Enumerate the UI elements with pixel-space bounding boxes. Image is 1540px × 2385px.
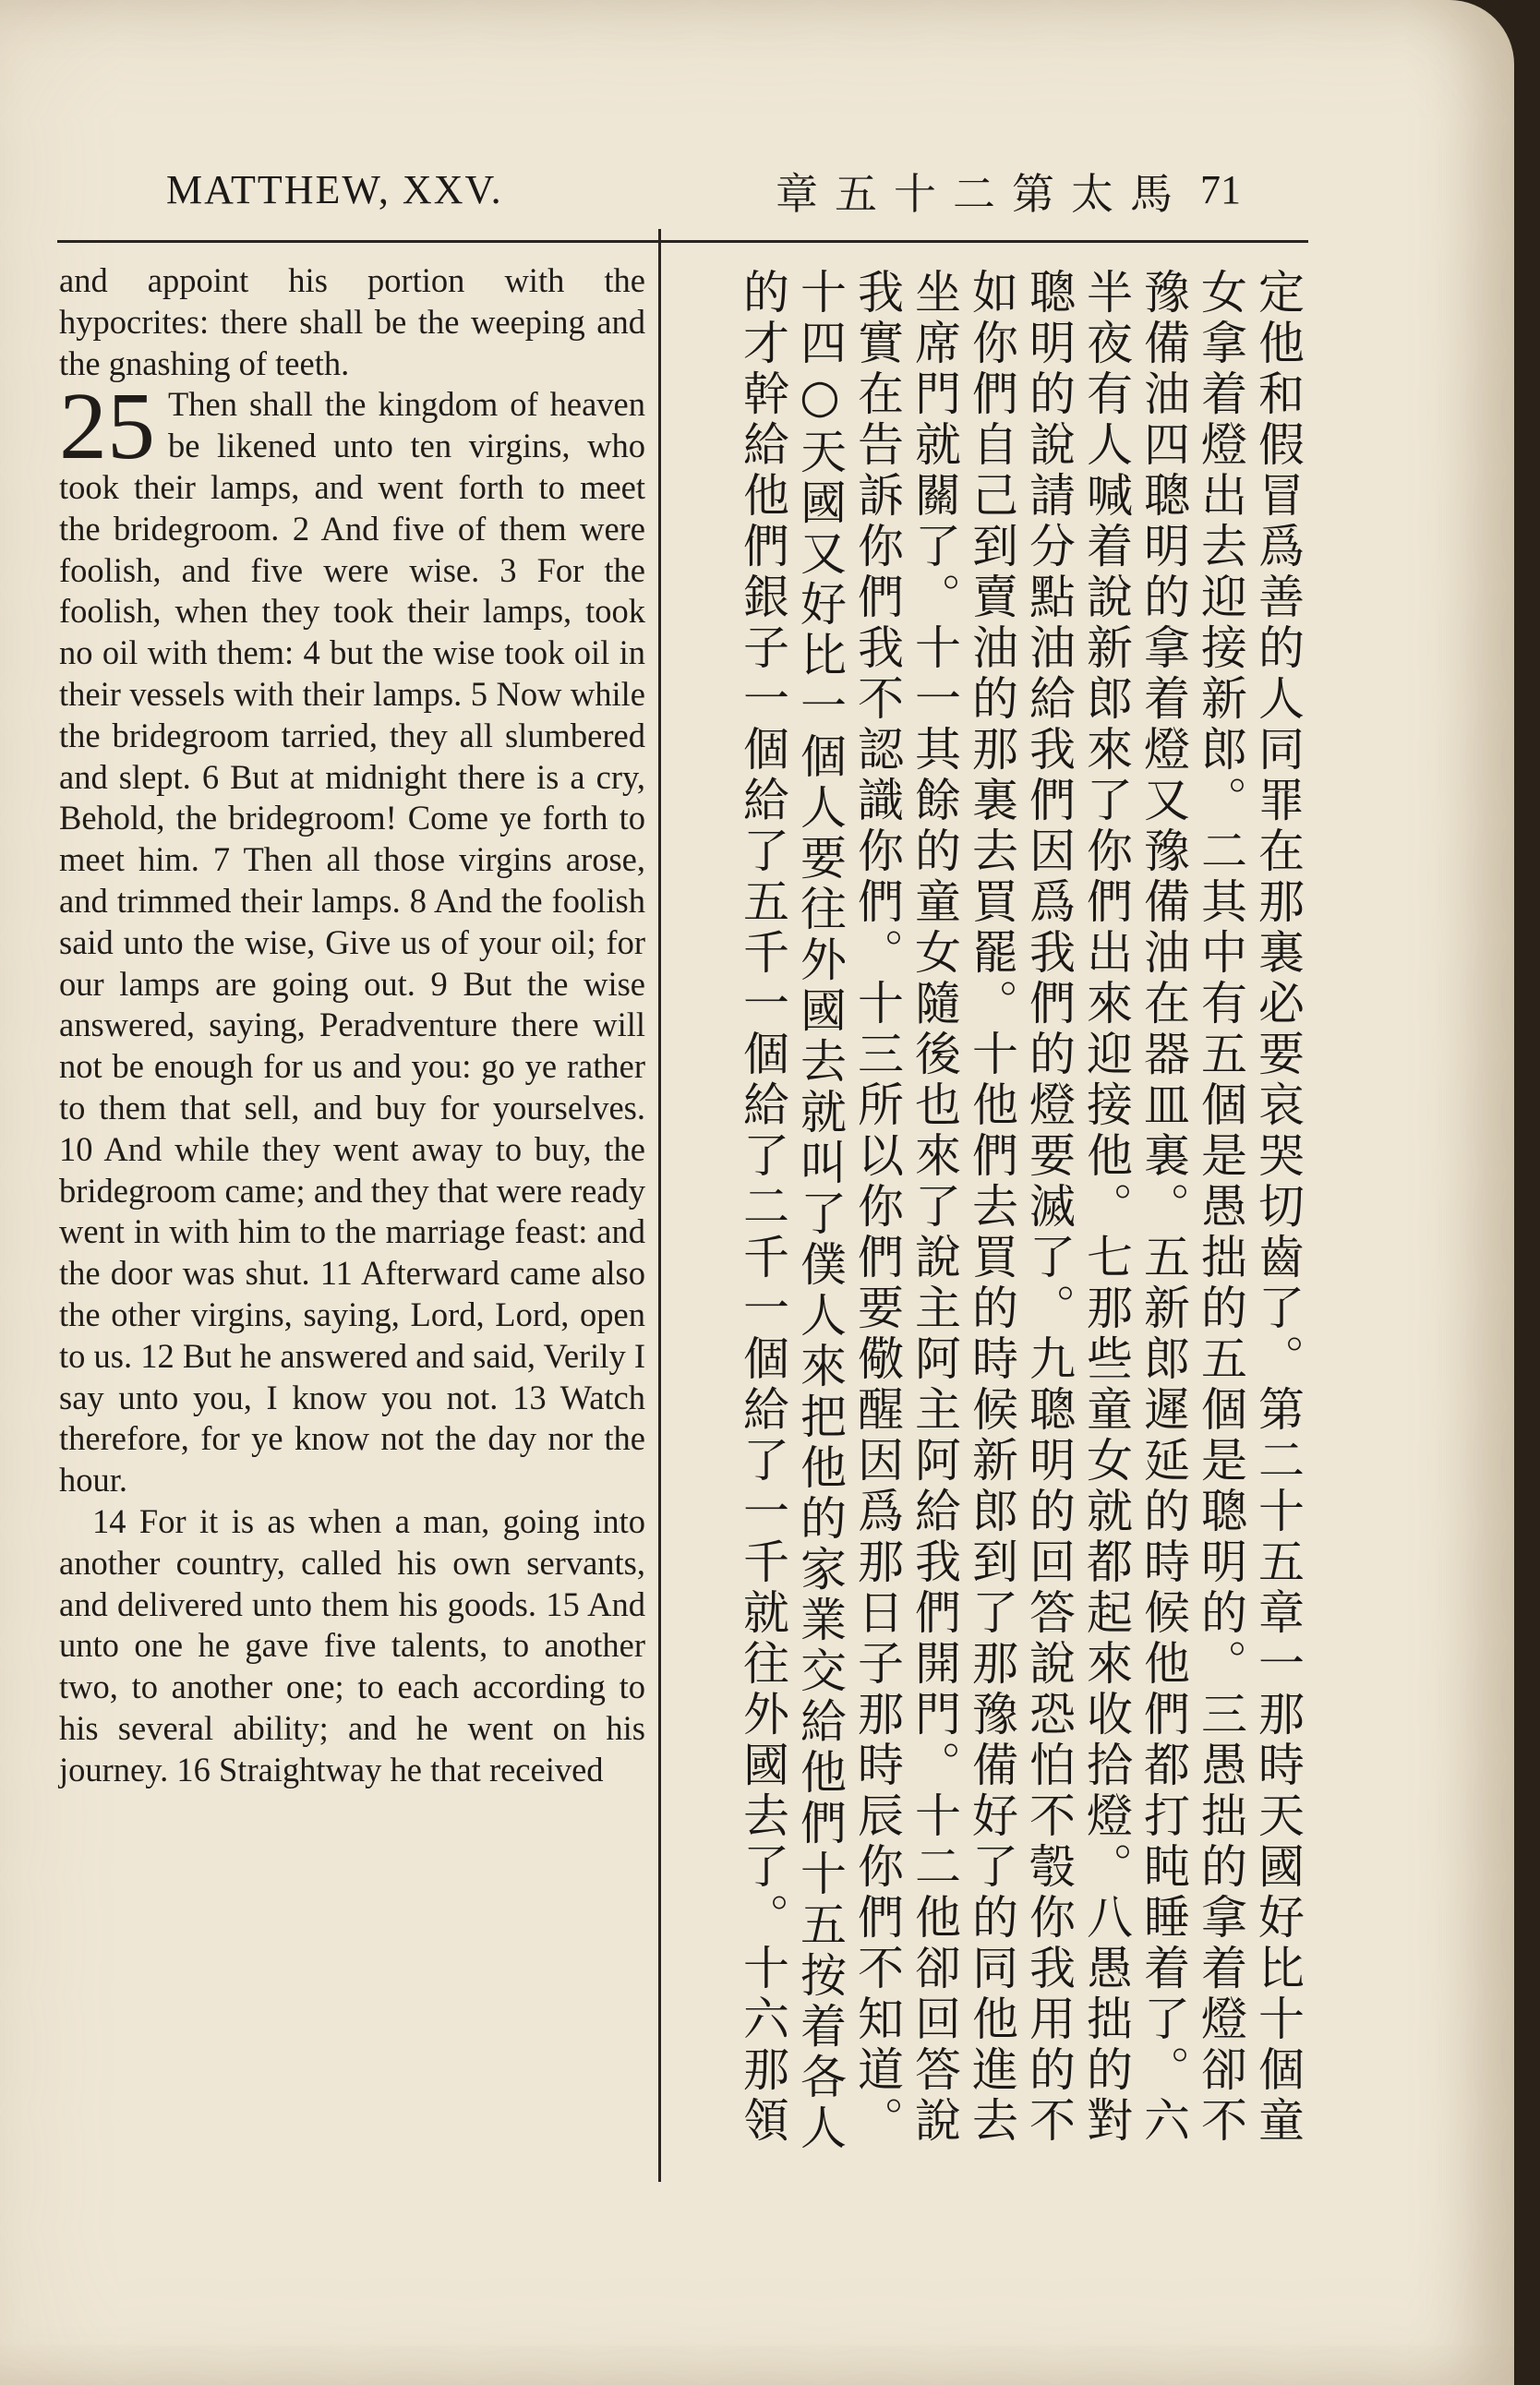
english-paragraph-continuation: and appoint his portion with the hypocrites: there shall be the weeping and the gnashing of teeth. (59, 261, 645, 382)
english-chapter-text: Then shall the kingdom of heaven be likened unto ten virgins, who took their lamps, and went forth to meet the bridegroom. 2 And five of them were foolish, and five were wise. 3 For the foolish, when they took their lamps, took no oil with them: 4 but the wise took oil in their vessels with their lamps. 5 Now while the bridegroom tarried, they all slumbered and slept. 6 But at midnight there is a cry, Behold, the bridegroom! Come ye forth to meet him. 7 Then all those virgins arose, and trimmed their lamps. 8 And the foolish said unto the wise, Give us of your oil; for our lamps are going out. 9 But the wise answered, saying, Peradventure there will not be enough for us and you: go ye rather to them that sell, and buy for yourselves. 10 And while they went away to buy, the bridegroom came; and they that were ready went in with him to the marriage feast: and the door was shut. 11 Afterward came also the other virgins, saying, Lord, Lord, open to us. 12 But he answered and said, Verily I say unto you, I know you not. 13 Watch therefore, for ye know not the day nor the hour. (59, 385, 645, 1500)
english-paragraph-talents: 14 For it is as when a man, going into another country, called his own servants, and delivered unto them his goods. 15 And unto one he gave five talents, to another two, to another one; to each according to his several ability; and he went on his journey. 16 Straightway he that received (59, 1501, 645, 1789)
header-rule (57, 240, 1308, 243)
english-running-title: MATTHEW, XXV. (166, 167, 503, 212)
column-divider (658, 229, 661, 2182)
english-paragraph-chapter-start (59, 373, 645, 1501)
english-column (59, 260, 645, 1790)
chinese-column (679, 268, 1306, 2170)
chinese-text: 定他和假冒爲善的人同罪在那裏必要哀哭切齒了。第二十五章一那時天國好比十個童女拿着燈出去迎接新郎。二其中有五個是愚拙的五個是聰明的。三愚拙的拿着燈卻不豫備油四聰明的拿着燈又豫備油在器皿裏。五新郎遲延的時候他們都打盹睡着了。六半夜有人喊着說新郎來了你們出來迎接他。七那些童女就都起來收拾燈。八愚拙的對聰明的說請分點油給我們因爲我們的燈要滅了。九聰明的回答說恐怕不彀你我用的不如你們自己到賣油的那裏去買罷。十他們去買的時候新郎到了那豫備好了的同他進去坐席門就關了。十一其餘的童女隨後也來了說主阿主阿給我們開門。十二他卻回答說我實在告訴你們我不認識你們。十三所以你們要儆醒因爲那日子那時辰你們不知道。十四○天國又好比一個人要往外國去就叫了僕人來把他的家業交給他們十五按着各人的才幹給他們銀子一個給了五千一個給了二千一個給了一千就往外國去了。十六那領 (736, 268, 1305, 2154)
running-header (0, 166, 1311, 240)
chapter-number-dropcap: 25 (59, 373, 155, 480)
chinese-running-title: 章五十二第太馬 (776, 169, 1189, 219)
page-number: 71 (1200, 167, 1241, 212)
